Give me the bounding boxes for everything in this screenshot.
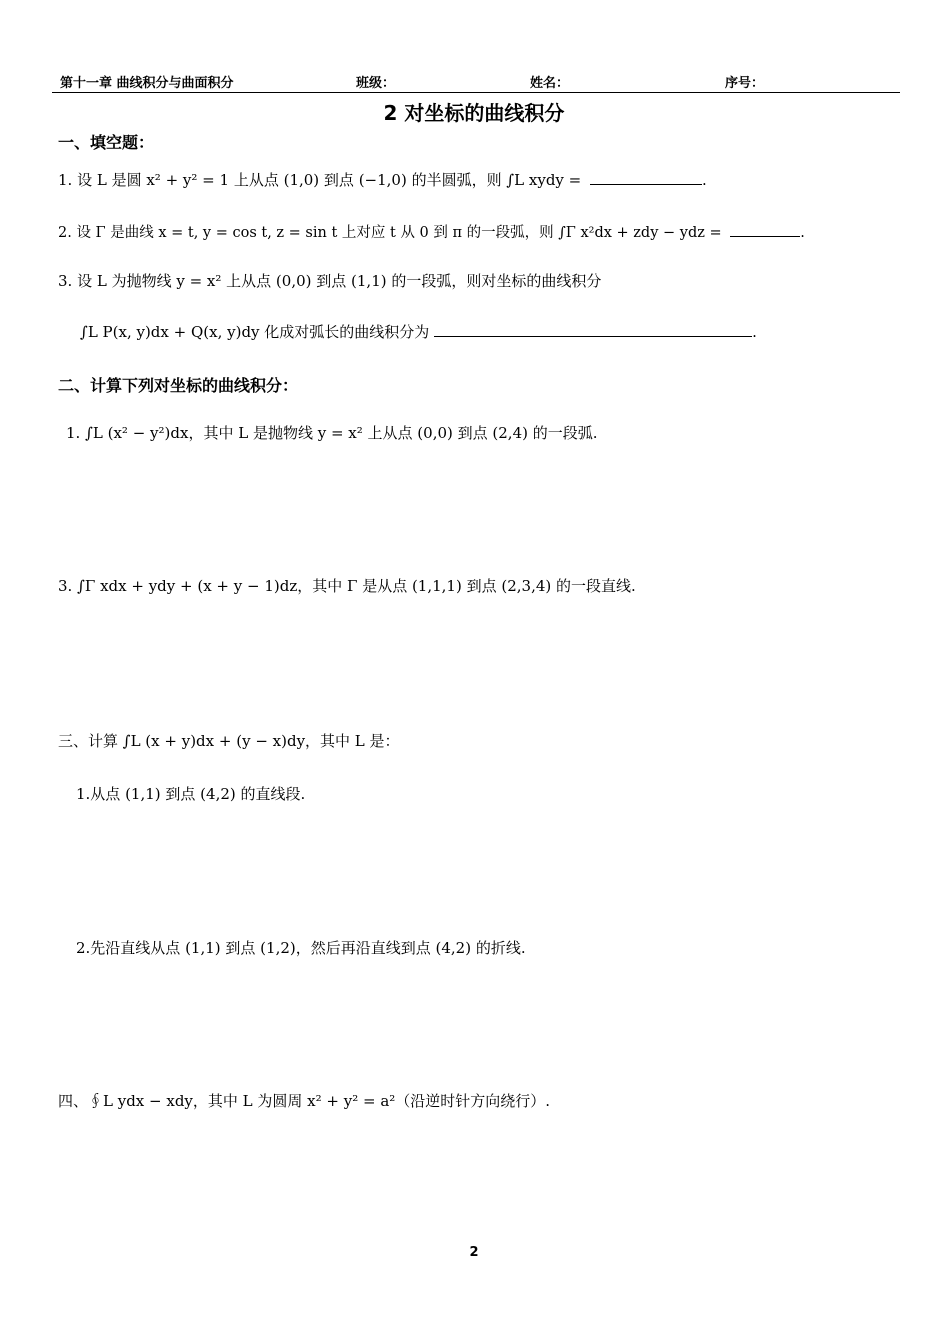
s1-question-2: 2. 设 Γ 是曲线 x = t, y = cos t, z = sin t 上对应 t 从 0 到 π 的一段弧，则 ∫Γ x²dx + zdy − ydz = . [58, 220, 805, 242]
s1-q1-answer-blank [590, 168, 702, 185]
s1-q3-answer-blank [434, 320, 752, 337]
page-number: 2 [469, 1245, 479, 1260]
s1-q2-answer-blank [730, 220, 800, 237]
page-title: 2 对坐标的曲线积分 [383, 101, 565, 125]
s1-q2-text: 2. 设 Γ 是曲线 x = t, y = cos t, z = sin t 上对应 t 从 0 到 π 的一段弧，则 ∫Γ x²dx + zdy − ydz = [58, 225, 722, 241]
section1-heading: 一、填空题： [58, 133, 155, 152]
class-label: 班级： [356, 76, 396, 91]
s2-question-3: 3. ∫Γ xdx + ydy + (x + y − 1)dz，其中 Γ 是从点 (1,1,1) 到点 (2,3,4) 的一段直线. [58, 577, 636, 595]
s3-question-1: 1.从点 (1,1) 到点 (4,2) 的直线段. [76, 785, 306, 803]
section4-text: 四、∮L ydx − xdy，其中 L 为圆周 x² + y² = a²（沿逆时针方向绕行）. [58, 1092, 551, 1110]
s3-question-2: 2.先沿直线从点 (1,1) 到点 (1,2)，然后再沿直线到点 (4,2) 的折线. [76, 939, 526, 957]
s1-q3-text: 3. 设 L 为抛物线 y = x² 上从点 (0,0) 到点 (1,1) 的一段弧，则对坐标的曲线积分 [58, 272, 602, 290]
s2-question-1: 1. ∫L (x² − y²)dx，其中 L 是抛物线 y = x² 上从点 (0,0) 到点 (2,4) 的一段弧. [66, 424, 598, 442]
chapter-label: 第十一章 曲线积分与曲面积分 [60, 76, 234, 91]
s1-q1-text: 1. 设 L 是圆 x² + y² = 1 上从点 (1,0) 到点 (−1,0) 的半圆弧，则 ∫L xydy = [58, 171, 582, 189]
seq-label: 序号： [725, 76, 765, 91]
section2-heading: 二、计算下列对坐标的曲线积分： [58, 376, 299, 395]
s1-question-3b: ∫L P(x, y)dx + Q(x, y)dy 化成对弧长的曲线积分为 . [80, 320, 757, 342]
name-label: 姓名： [530, 76, 570, 91]
s1-q3b-text: ∫L P(x, y)dx + Q(x, y)dy 化成对弧长的曲线积分为 [80, 323, 430, 341]
section3-heading: 三、计算 ∫L (x + y)dx + (y − x)dy，其中 L 是： [58, 732, 400, 750]
s1-question-1: 1. 设 L 是圆 x² + y² = 1 上从点 (1,0) 到点 (−1,0) 的半圆弧，则 ∫L xydy = . [58, 168, 707, 190]
header-rule [52, 92, 900, 93]
